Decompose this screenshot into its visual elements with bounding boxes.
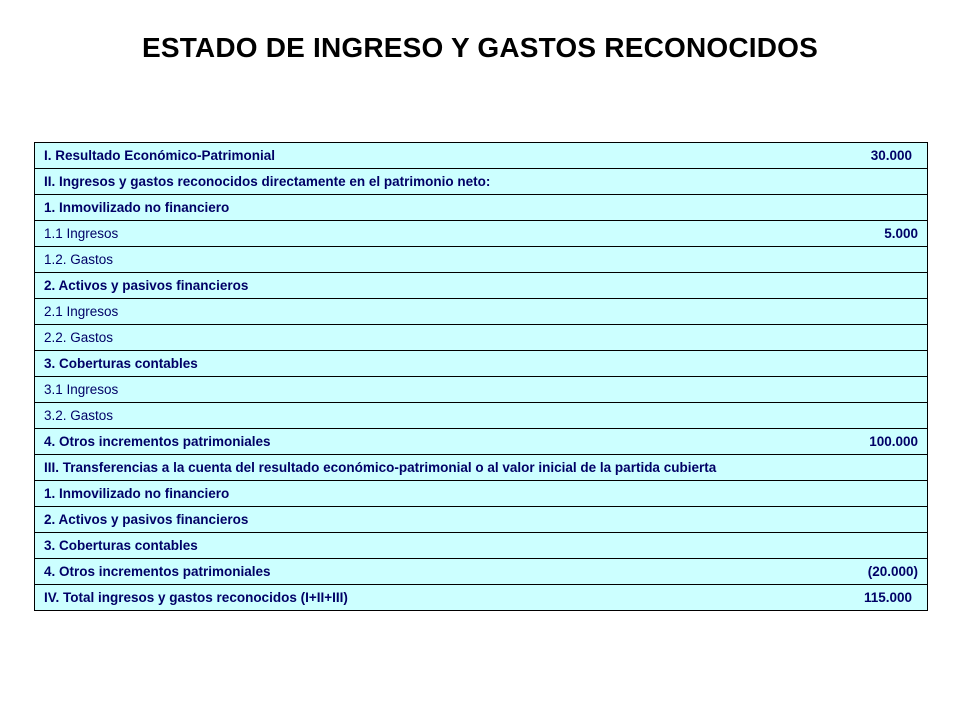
row-label: 3. Coberturas contables xyxy=(44,538,198,553)
table-cell xyxy=(35,351,928,377)
table-row xyxy=(35,429,928,455)
table-cell xyxy=(35,195,928,221)
row-amount: 115.000 xyxy=(863,590,912,605)
table-row xyxy=(35,559,928,585)
table-cell xyxy=(35,429,928,455)
page-title: ESTADO DE INGRESO Y GASTOS RECONOCIDOS xyxy=(141,32,819,63)
row-label: IV. Total ingresos y gastos reconocidos (I+II+III) xyxy=(44,590,348,605)
row-label: 1.2. Gastos xyxy=(44,252,114,267)
table-row xyxy=(35,195,928,221)
table-row xyxy=(35,221,928,247)
table-cell xyxy=(35,377,928,403)
row-label: 4. Otros incrementos patrimoniales xyxy=(44,434,271,449)
row-label: 3.2. Gastos xyxy=(44,408,114,423)
table-row xyxy=(35,533,928,559)
table-row xyxy=(35,299,928,325)
row-amount: 100.000 xyxy=(869,434,918,449)
table-cell xyxy=(35,325,928,351)
table-row xyxy=(35,585,928,611)
table-row xyxy=(35,247,928,273)
row-label: 2.1 Ingresos xyxy=(44,304,119,319)
table-row xyxy=(35,351,928,377)
table-row xyxy=(35,507,928,533)
row-label: 2. Activos y pasivos financieros xyxy=(44,278,249,293)
row-label: II. Ingresos y gastos reconocidos directamente en el patrimonio neto: xyxy=(44,174,491,189)
row-label: I. Resultado Económico-Patrimonial xyxy=(44,148,276,163)
table-cell xyxy=(35,403,928,429)
table-row xyxy=(35,325,928,351)
table-cell xyxy=(35,273,928,299)
table-cell xyxy=(35,299,928,325)
row-amount: 5.000 xyxy=(884,226,918,241)
table-cell xyxy=(35,533,928,559)
table-row xyxy=(35,481,928,507)
row-label: III. Transferencias a la cuenta del resultado económico-patrimonial o al valor inicial de la partida cubierta xyxy=(44,460,717,475)
statement-table xyxy=(34,142,928,611)
table-row xyxy=(35,143,928,169)
table-cell xyxy=(35,247,928,273)
table-cell xyxy=(35,455,928,481)
table-row xyxy=(35,403,928,429)
row-label: 4. Otros incrementos patrimoniales xyxy=(44,564,271,579)
table-cell xyxy=(35,143,928,169)
table-cell xyxy=(35,585,928,611)
table-cell xyxy=(35,169,928,195)
row-amount: (20.000) xyxy=(867,564,918,579)
row-label: 1.1 Ingresos xyxy=(44,226,119,241)
row-label: 1. Inmovilizado no financiero xyxy=(44,486,230,501)
table-row xyxy=(35,455,928,481)
row-label: 2. Activos y pasivos financieros xyxy=(44,512,249,527)
row-label: 3.1 Ingresos xyxy=(44,382,119,397)
row-label: 2.2. Gastos xyxy=(44,330,114,345)
table-row xyxy=(35,273,928,299)
table-row xyxy=(35,169,928,195)
table-cell xyxy=(35,221,928,247)
row-label: 3. Coberturas contables xyxy=(44,356,198,371)
row-label: 1. Inmovilizado no financiero xyxy=(44,200,230,215)
row-amount: 30.000 xyxy=(870,148,912,163)
table-cell xyxy=(35,481,928,507)
table-row xyxy=(35,377,928,403)
table-cell xyxy=(35,507,928,533)
table-cell xyxy=(35,559,928,585)
